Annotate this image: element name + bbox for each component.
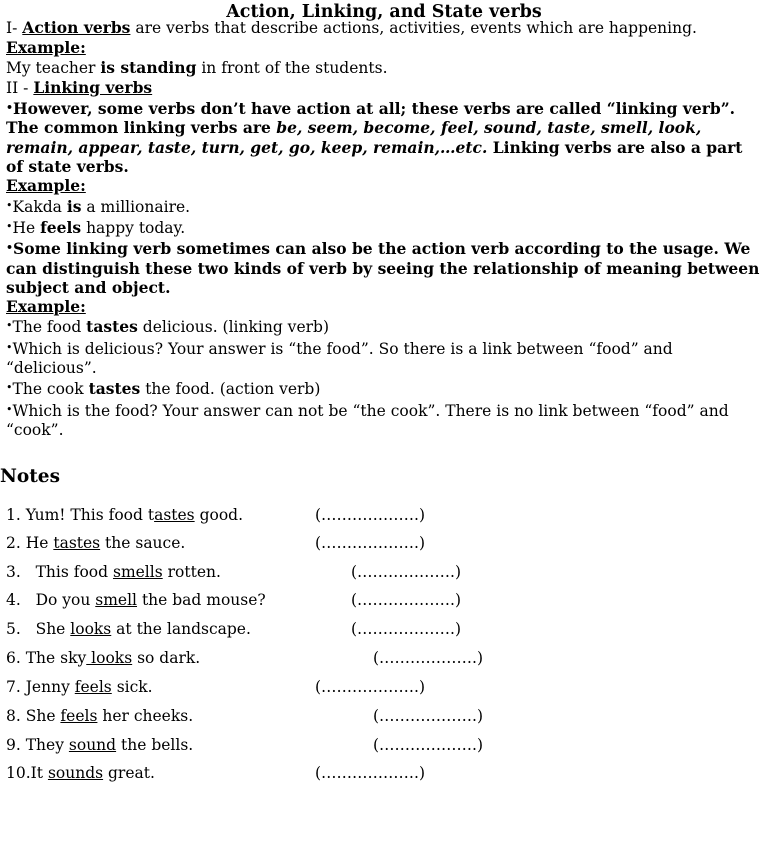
example-text: the food. (action verb)	[140, 380, 321, 399]
linking-verbs-paragraph	[6, 98, 762, 176]
paragraph-text: Linking verbs are also a part of state verbs.	[6, 137, 743, 177]
exercise-text: good.	[194, 506, 244, 524]
exercise-verb: smell	[95, 591, 138, 609]
action-verbs-term: Action verbs	[22, 18, 131, 37]
exercise-verb: looks	[86, 649, 133, 667]
exercise-text: 8. She	[6, 707, 61, 725]
exercise-text: the bells.	[116, 736, 194, 754]
action-verbs-definition	[6, 18, 762, 38]
example-verb: feels	[40, 217, 82, 237]
exercise-item	[6, 678, 153, 696]
section-number: I-	[6, 19, 23, 37]
bullet: •	[6, 101, 14, 115]
example-item	[6, 378, 762, 399]
bullet: •	[6, 340, 13, 354]
example-verb: tastes	[88, 379, 141, 399]
exercise-text: the sauce.	[100, 534, 186, 552]
exercise-item	[6, 736, 193, 754]
linking-verbs-heading	[6, 78, 762, 98]
exercise-text: great.	[103, 764, 155, 782]
exercise-text: 7. Jenny	[6, 678, 75, 696]
exercise-text: sick.	[111, 678, 153, 696]
bullet: •	[6, 241, 14, 255]
exercise-verb: looks	[70, 620, 112, 638]
exercise-verb: sounds	[47, 764, 104, 782]
paragraph-text: Some linking verb sometimes can also be the action verb according to the usage. We can distinguish these two kinds of verb by seeing the relationship of meaning between subject and object.	[6, 239, 760, 297]
example-item	[6, 400, 762, 441]
document	[6, 0, 762, 440]
exercise-verb: astes	[154, 506, 195, 524]
example-text: Which is delicious? Your answer is “the food”. So there is a link between “food” and “delicious”.	[6, 339, 673, 378]
exercise-text: rotten.	[162, 563, 221, 581]
example-item	[6, 316, 762, 337]
bullet: •	[6, 402, 13, 416]
answer-blank[interactable]: (……………….)	[315, 764, 426, 782]
exercise-text: 3. This food	[6, 563, 113, 581]
exercise-item	[6, 534, 185, 552]
answer-blank[interactable]: (……………….)	[373, 707, 484, 725]
exercise-text: the bad mouse?	[137, 591, 266, 609]
example-text: He	[12, 218, 41, 237]
exercise-verb: tastes	[53, 534, 101, 552]
example-text: The cook	[12, 380, 89, 399]
exercise-verb: feels	[60, 707, 98, 725]
linking-verbs-term: Linking verbs	[33, 77, 153, 97]
exercise-text: 2. He	[6, 534, 54, 552]
example-text: My teacher	[6, 58, 101, 77]
bullet: •	[6, 198, 13, 212]
exercise-text: 10.It	[6, 764, 48, 782]
exercise-verb: smells	[112, 563, 163, 581]
bullet: •	[6, 319, 13, 333]
example-text: happy today.	[81, 218, 186, 237]
answer-blank[interactable]: (……………….)	[315, 506, 426, 524]
exercise-text: 5. She	[6, 620, 71, 638]
example-label: Example:	[6, 176, 86, 196]
page-title: Action, Linking, and State verbs	[226, 2, 542, 22]
usage-paragraph	[6, 238, 762, 297]
example-item	[6, 196, 762, 217]
exercise-text: 1. Yum! This food t	[6, 506, 155, 524]
exercise-item	[6, 563, 221, 581]
bullet: •	[6, 381, 13, 395]
answer-blank[interactable]: (……………….)	[373, 649, 484, 667]
paragraph-text: However, some verbs don’t have action at all; these verbs are called “linking verb”. The common linking verbs are	[6, 99, 736, 138]
example-text: a millionaire.	[81, 197, 191, 216]
example-text: Kakda	[12, 197, 67, 216]
answer-blank[interactable]: (……………….)	[315, 534, 426, 552]
exercise-item	[6, 764, 155, 782]
exercise-text: so dark.	[132, 649, 201, 667]
bullet: •	[6, 219, 13, 233]
exercise-item	[6, 707, 193, 725]
example-item	[6, 338, 762, 379]
example-verb: is standing	[100, 57, 197, 77]
exercise-item	[6, 620, 251, 638]
linking-verb-list: be, seem, become, feel, sound, taste, smell, look, remain, appear, taste, turn, get, go, keep, remain,…etc.	[6, 118, 702, 157]
example-text: The food	[12, 318, 87, 337]
example-text: Which is the food? Your answer can not be “the cook”. There is no link between “food” and “cook”.	[6, 401, 729, 439]
example-text: delicious. (linking verb)	[137, 318, 329, 337]
example-verb: is	[66, 196, 82, 216]
section-number: II -	[6, 78, 34, 97]
exercise-text: her cheeks.	[97, 707, 194, 725]
example-verb: tastes	[86, 317, 138, 337]
exercise-item	[6, 506, 243, 524]
answer-blank[interactable]: (……………….)	[315, 678, 426, 696]
exercise-text: 9. They	[6, 736, 69, 754]
answer-blank[interactable]: (……………….)	[373, 736, 484, 754]
example-label: Example:	[6, 297, 86, 317]
example-item	[6, 217, 762, 238]
example-sentence	[6, 58, 762, 78]
exercise-item	[6, 649, 200, 667]
exercise-text: at the landscape.	[111, 620, 251, 638]
answer-blank[interactable]: (……………….)	[351, 591, 462, 609]
exercise-text: 4. Do you	[6, 591, 96, 609]
exercise-item	[6, 591, 266, 609]
answer-blank[interactable]: (……………….)	[351, 563, 462, 581]
notes-title: Notes	[0, 466, 60, 487]
example-label: Example:	[6, 38, 86, 58]
answer-blank[interactable]: (……………….)	[351, 620, 462, 638]
exercise-text: 6. The sky	[6, 649, 87, 667]
definition-text: are verbs that describe actions, activities, events which are happening.	[130, 19, 697, 37]
exercise-verb: sound	[68, 736, 117, 754]
example-text: in front of the students.	[196, 58, 388, 77]
exercise-verb: feels	[74, 678, 112, 696]
